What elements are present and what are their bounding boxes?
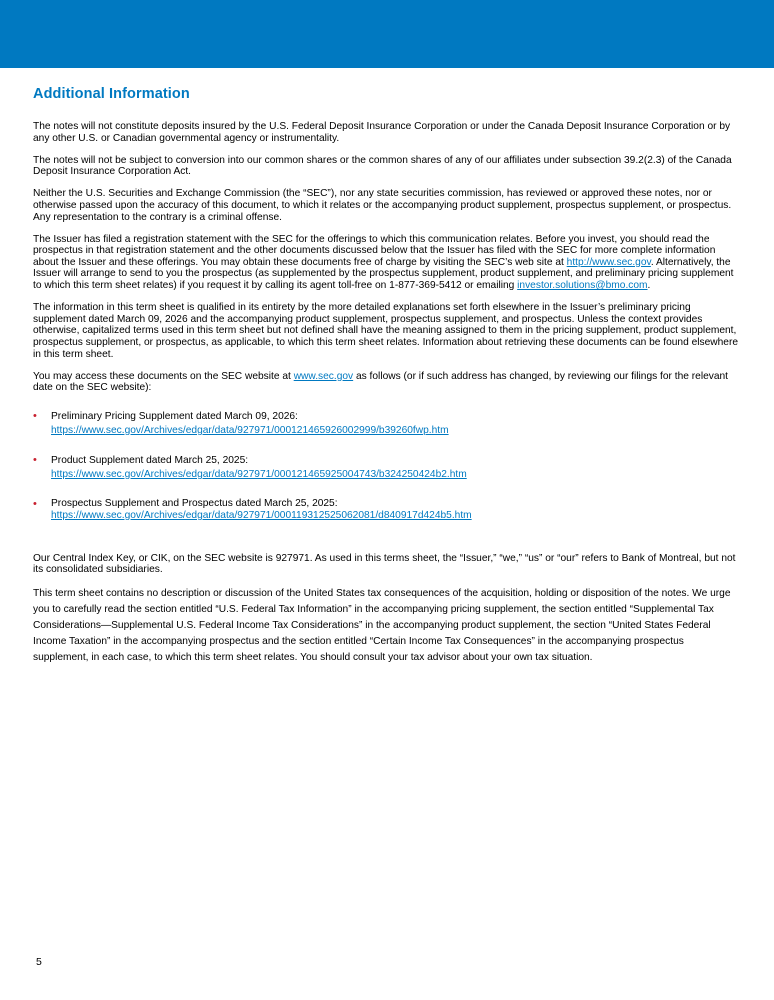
document-label: Product Supplement dated March 25, 2025: — [51, 454, 249, 466]
bullet-marker: • — [33, 453, 37, 466]
paragraph-conversion: The notes will not be subject to conversion into our common shares or the common shares of any of our affiliates under subsection 39.2(2.3) of the Canada Deposit Insurance Corporation Act. — [33, 154, 732, 178]
bullet-marker: • — [33, 497, 37, 510]
document-link[interactable]: https://www.sec.gov/Archives/edgar/data/927971/000121465925004743/b324250424b2.htm — [51, 468, 467, 480]
bullet-marker: • — [33, 409, 37, 422]
access-text-a: You may access these documents on the SEC website at — [33, 370, 294, 382]
registration-text-b: . Alternatively, the Issuer will arrange to send to you the prospectus (as supplemented by the prospectus supplement, product supplement, and preliminary pricing supplement to which this term sheet relates) if you request it by calling its agent toll-free on 1-877-369-5412 or emailing — [33, 256, 734, 292]
sec-gov-link[interactable]: http://www.sec.gov — [566, 256, 651, 268]
section-title: Additional Information — [33, 86, 190, 102]
paragraph-sec-approval: Neither the U.S. Securities and Exchange Commission (the “SEC”), nor any state securities commission, has reviewed or approved these notes, nor or otherwise passed upon the accuracy of this document, to which it relates or the accompanying product supplement, prospectus supplement, or prospectus. Any representation to the contrary is a criminal offense. — [33, 188, 732, 223]
list-item — [33, 410, 741, 438]
paragraph-deposit-insurance: The notes will not constitute deposits insured by the U.S. Federal Deposit Insurance Corporation or under the Canada Deposit Insurance Corporation or by any other U.S. or Canadian governmental agency or instrumentality. — [33, 121, 731, 144]
header-banner — [0, 0, 774, 68]
document-list — [33, 410, 741, 523]
paragraph-access — [33, 371, 741, 394]
paragraph-tax: This term sheet contains no description or discussion of the United States tax consequences of the acquisition, holding or disposition of the notes. We urge you to carefully read the section entitled “U.S. Federal Tax Information” in the accompanying pricing supplement, the section entitled “Supplemental Tax Considerations—Supplemental U.S. Federal Income Tax Considerations” in the accompanying product supplement, the section “United States Federal Income Taxation” in the accompanying prospectus and the section entitled “Certain Income Tax Consequences” in the accompanying prospectus supplement, in each case, to which this term sheet relates. You should consult your tax advisor about your own tax situation. — [33, 588, 731, 663]
paragraph-registration — [33, 234, 741, 292]
list-item — [33, 498, 741, 523]
list-item — [33, 454, 741, 482]
document-link[interactable]: https://www.sec.gov/Archives/edgar/data/927971/000121465926002999/b39260fwp.htm — [51, 424, 449, 436]
document-body — [33, 86, 741, 675]
paragraph-qualification: The information in this term sheet is qualified in its entirety by the more detailed explanations set forth elsewhere in the Issuer’s preliminary pricing supplement dated March 09, 2026 and the accompanying product supplement, prospectus supplement, and prospectus. Unless the context provides otherwise, capitalized terms used in this term sheet but not defined shall have the meaning assigned to them in the pricing supplement, product supplement, prospectus supplement, or prospectus, as applicable, to which this term sheet relates. Information about retrieving these documents can be found elsewhere in this term sheet. — [33, 302, 739, 360]
registration-text-c: . — [647, 280, 651, 292]
sec-website-link[interactable]: www.sec.gov — [293, 370, 354, 382]
document-label: Preliminary Pricing Supplement dated March 09, 2026: — [51, 410, 298, 422]
investor-email-link[interactable]: investor.solutions@bmo.com — [517, 280, 648, 292]
document-label: Prospectus Supplement and Prospectus dated March 25, 2025: — [51, 497, 338, 509]
document-link[interactable]: https://www.sec.gov/Archives/edgar/data/927971/000119312525062081/d840917d424b5.htm — [51, 509, 472, 521]
registration-text-a: The Issuer has filed a registration statement with the SEC for the offerings to which this communication relates. Before you invest, you should read the prospectus in that registration statement and the other documents discussed below that the Issuer has filed with the SEC for more complete information about the Issuer and these offerings. You may obtain these documents free of charge by visiting the SEC’s web site at — [33, 233, 716, 268]
page-number: 5 — [36, 956, 42, 968]
access-text-b: as follows (or if such address has changed, by reviewing our filings for the relevant date on the SEC website): — [33, 370, 729, 394]
paragraph-cik: Our Central Index Key, or CIK, on the SEC website is 927971. As used in this terms sheet, the “Issuer,” “we,” “us” or “our” refers to Bank of Montreal, but not its consolidated subsidiaries. — [33, 552, 736, 576]
